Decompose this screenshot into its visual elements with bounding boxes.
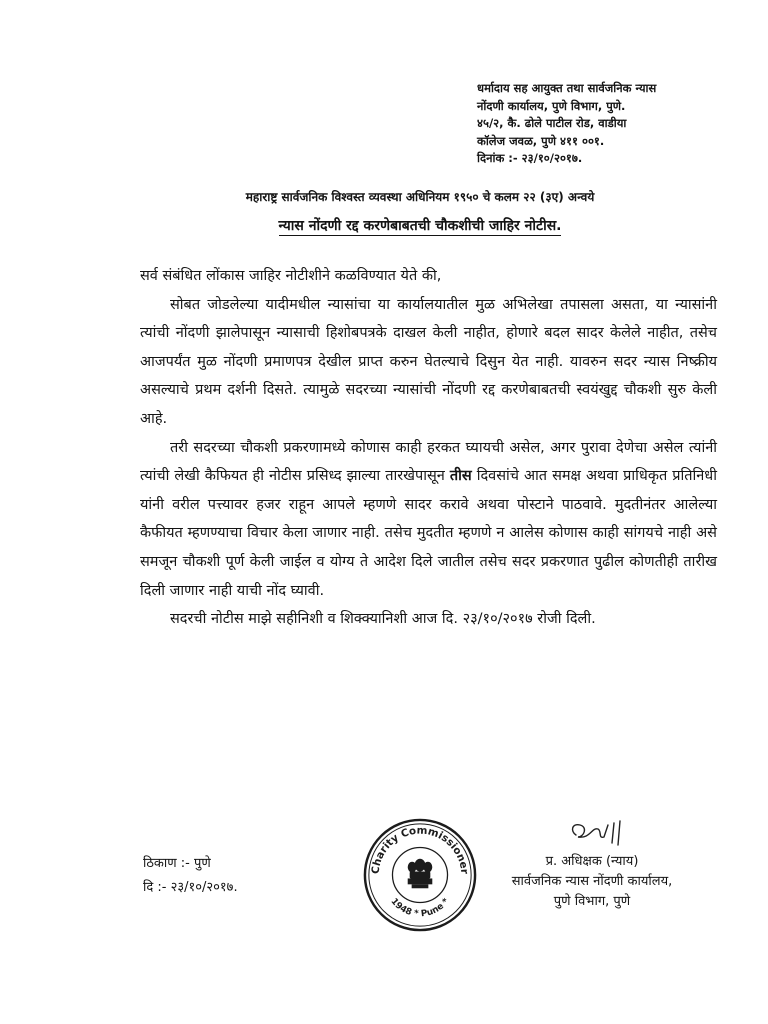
address-line: ४५/२, कै. ढोले पाटील रोड, वाडीया [477,116,627,130]
act-reference-heading: महाराष्ट्र सार्वजनिक विश्वस्त व्यवस्था अधिनियम १९५० चे कलम २२ (३ए) अन्वये [245,190,595,204]
paragraph-3: सदरची नोटीस माझे सहीनिशी व शिक्क्यानिशी आज दि. २३/१०/२०१७ रोजी दिली. [170,611,596,628]
svg-text:1948 * Pune * [388,896,451,919]
division: पुणे विभाग, पुणे [553,894,631,909]
notice-title-text: न्यास नोंदणी रद्द करणेबाबतची चौकशीची जाहिर नोटीस. [278,218,562,234]
notice-body [140,262,717,634]
salutation: सर्व संबंधित लोंकास जाहिर नोटीशीने कळविण्यात येते की, [140,268,442,284]
paragraph-2-text-b: दिवसांचे आत समक्ष अथवा प्राधिकृत प्रतिनिधी यांनी वरील पत्त्यावर हजर राहून आपले म्हणणे सादर करावे अथवा पोस्टाने पाठवावे. मुदतीनंतर आलेल्या कैफीयत म्हणण्याचा विचार केला जाणार नाही. तसेच मुदतीत म्हणणे न आलेस कोणास काही सांगयचे नाही असे समजून चौकशी पूर्ण केली जाईल व योग्य ते आदेश दिले जातील तसेच सदर प्रकरणात पुढील कोणतीही तारीख दिली जाणार नाही याची नोंद घ्यावी. [140,468,717,599]
designation: प्र. अधिक्षक (न्याय) [545,854,639,869]
paragraph-2-text-a: तरी सदरच्या चौकशी प्रकरणामध्ये कोणास काही हरकत घ्यायची असेल, अगर पुरावा देणेचा असेल त्यांनी त्यांची लेखी कैफियत ही नोटीस प्रसिध्द झाल्या तारखेपासून [140,439,717,485]
issue-date: दि :- २३/१०/२०१७. [143,880,238,895]
address-line: नोंदणी कार्यालय, पुणे विभाग, पुणे. [477,98,626,113]
address-line: कॉलेज जवळ, पुणे ४११ ००१. [477,133,605,148]
notice-title [140,216,700,235]
charity-commissioner-seal [361,816,479,934]
signatory-block [472,852,712,912]
days-count: तीस [449,468,472,485]
place-date-block [143,852,238,900]
paragraph-2 [140,434,717,606]
office-address-block [477,80,757,168]
signature [562,817,642,847]
address-line: धर्मादाय सह आयुक्त तथा सार्वजनिक न्यास [477,81,657,95]
emblem-icon [408,859,432,888]
seal-top-text: Charity Commissioner [369,824,471,875]
date-line: दिनांक :- २३/१०/२०१७. [477,151,583,165]
seal-bottom-text: 1948 * Pune * [388,896,452,920]
place: ठिकाण :- पुणे [143,856,211,871]
office-name: सार्वजनिक न्यास नोंदणी कार्यालय, [511,874,673,889]
paragraph-1: सोबत जोडलेल्या यादीमधील न्यासांचा या कार्यालयातील मुळ अभिलेखा तपासला असता, या न्यासांनी त्यांची नोंदणी झालेपासून न्यासाची हिशोबपत्रके दाखल केली नाहीत, होणारे बदल सादर केलेले नाहीत, तसेच आजपर्यंत मुळ नोंदणी प्रमाणपत्र देखील प्राप्त करुन घेतल्याचे दिसुन येत नाही. यावरुन सदर न्यास निष्क्रीय असल्याचे प्रथम दर्शनी दिसते. त्यामुळे सदरच्या न्यासांची नोंदणी रद्द करणेबाबतची स्वयंखुद्द चौकशी सुरु केली आहे. [140,296,717,427]
